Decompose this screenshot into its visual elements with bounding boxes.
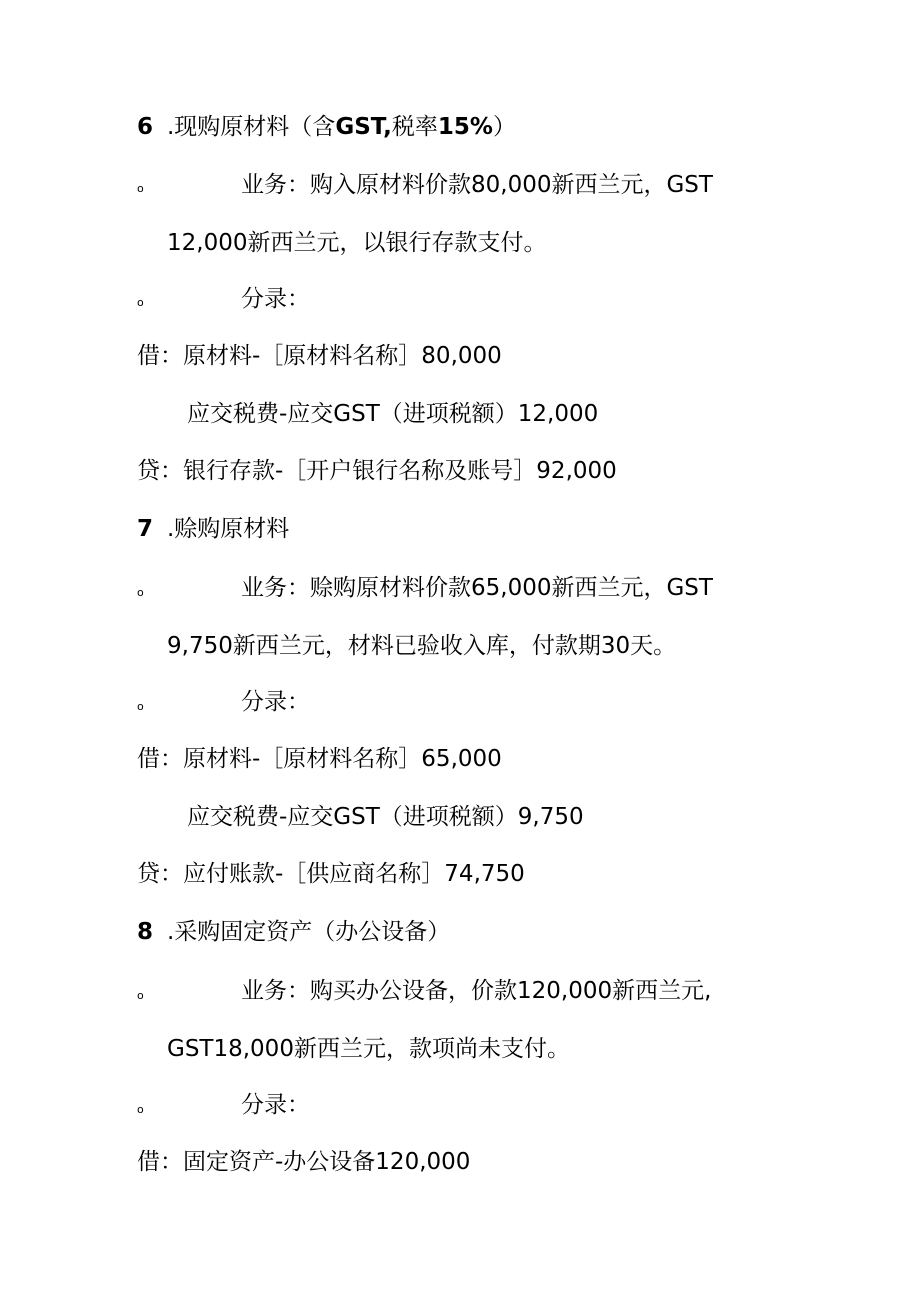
business-description-continued: 12,000新西兰元，以银行存款支付。 (167, 230, 547, 256)
debit-line: 应交税费-应交GST（进项税额）12,000 (187, 401, 599, 427)
entry-label: 分录： (241, 689, 310, 715)
section-title-part: ） (492, 114, 516, 140)
section-title: .赊购原材料 (167, 516, 290, 542)
entry-label: 分录： (241, 286, 310, 312)
bullet-icon: o (137, 296, 144, 309)
business-description-continued: 9,750新西兰元，材料已验收入库，付款期30天。 (167, 633, 677, 659)
bullet-icon: o (137, 989, 144, 1002)
debit-line: 借：固定资产-办公设备120,000 (137, 1149, 471, 1175)
credit-line: 贷：银行存款-［开户银行名称及账号］92,000 (137, 458, 617, 484)
entry-label: 分录： (241, 1092, 310, 1118)
bullet-icon: o (137, 586, 144, 599)
business-description: 业务：赊购原材料价款65,000新西兰元，GST (241, 575, 713, 601)
business-description: 业务：购入原材料价款80,000新西兰元，GST (241, 172, 713, 198)
debit-line: 应交税费-应交GST（进项税额）9,750 (187, 804, 584, 830)
business-description: 业务：购买办公设备，价款120,000新西兰元, (241, 978, 712, 1004)
section-title-bold: 15% (437, 114, 493, 140)
debit-line: 借：原材料-［原材料名称］80,000 (137, 343, 502, 369)
section-title-part: 税率 (391, 114, 438, 140)
section-heading (137, 113, 516, 141)
credit-line: 贷：应付账款-［供应商名称］74,750 (137, 861, 525, 887)
section-title-bold: GST, (335, 114, 392, 140)
section-title: .采购固定资产（办公设备） (167, 919, 451, 945)
section-heading (137, 918, 450, 946)
bullet-icon: o (137, 182, 144, 195)
bullet-icon: o (137, 1103, 144, 1116)
section-number: 8 (137, 919, 154, 945)
section-heading (137, 515, 289, 543)
business-description-continued: GST18,000新西兰元，款项尚未支付。 (167, 1036, 570, 1062)
bullet-icon: o (137, 700, 144, 713)
debit-line: 借：原材料-［原材料名称］65,000 (137, 746, 502, 772)
section-number: 7 (137, 516, 154, 542)
section-number: 6 (137, 114, 154, 140)
section-title-part: .现购原材料（含 (167, 114, 336, 140)
